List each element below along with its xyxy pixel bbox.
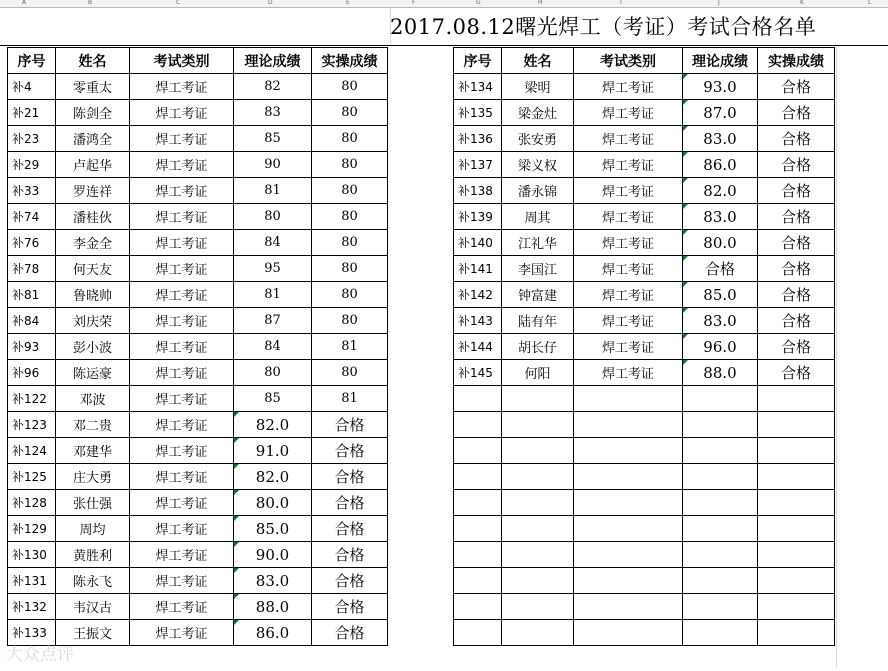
name-cell[interactable]: 潘永锦 <box>502 178 574 204</box>
name-cell[interactable]: 张仕强 <box>56 490 130 516</box>
theory-score-cell[interactable]: 82.0 <box>234 464 312 490</box>
name-cell[interactable]: 梁义权 <box>502 152 574 178</box>
right-results-table <box>453 47 835 646</box>
theory-score-cell[interactable]: 84 <box>234 230 312 256</box>
name-cell[interactable]: 邓波 <box>56 386 130 412</box>
serial-cell[interactable]: 补76 <box>8 230 56 256</box>
serial-cell[interactable] <box>454 412 502 438</box>
theory-score-cell[interactable] <box>683 594 758 620</box>
name-cell[interactable]: 周其 <box>502 204 574 230</box>
name-cell[interactable]: 梁明 <box>502 74 574 100</box>
theory-score-cell[interactable]: 85.0 <box>234 516 312 542</box>
exam-type-cell[interactable]: 焊工考证 <box>130 542 234 568</box>
name-cell[interactable]: 陈运豪 <box>56 360 130 386</box>
table-row <box>8 594 388 620</box>
exam-type-cell[interactable]: 焊工考证 <box>130 126 234 152</box>
name-cell[interactable]: 何天友 <box>56 256 130 282</box>
serial-cell[interactable] <box>454 464 502 490</box>
column-letter[interactable]: E <box>346 0 350 6</box>
theory-score-cell[interactable]: 86.0 <box>234 620 312 646</box>
serial-cell[interactable] <box>454 490 502 516</box>
watermark: 大众点评 <box>6 645 74 665</box>
practical-score-cell[interactable]: 80 <box>312 308 388 334</box>
name-cell[interactable] <box>502 412 574 438</box>
table-row <box>454 568 835 594</box>
exam-type-cell[interactable]: 焊工考证 <box>130 438 234 464</box>
practical-score-cell[interactable]: 合格 <box>312 490 388 516</box>
header-exam-type[interactable]: 考试类别 <box>574 48 683 74</box>
theory-score-cell[interactable]: 85 <box>234 386 312 412</box>
table-row <box>454 594 835 620</box>
column-letter[interactable]: B <box>88 0 93 6</box>
practical-score-cell[interactable] <box>758 412 835 438</box>
exam-type-cell[interactable]: 焊工考证 <box>574 334 683 360</box>
table-row <box>8 282 388 308</box>
name-cell[interactable] <box>502 490 574 516</box>
name-cell[interactable]: 零重太 <box>56 74 130 100</box>
serial-cell[interactable]: 补128 <box>8 490 56 516</box>
theory-score-cell[interactable] <box>683 542 758 568</box>
practical-score-cell[interactable]: 合格 <box>758 282 835 308</box>
practical-score-cell[interactable] <box>758 464 835 490</box>
table-row <box>8 126 388 152</box>
serial-cell[interactable]: 补74 <box>8 204 56 230</box>
exam-type-cell[interactable]: 焊工考证 <box>574 282 683 308</box>
serial-cell[interactable]: 补96 <box>8 360 56 386</box>
header-row <box>8 48 388 74</box>
serial-cell[interactable]: 补140 <box>454 230 502 256</box>
name-cell[interactable]: 钟富建 <box>502 282 574 308</box>
theory-score-cell[interactable] <box>683 490 758 516</box>
theory-score-cell[interactable] <box>683 516 758 542</box>
practical-score-cell[interactable]: 合格 <box>758 308 835 334</box>
name-cell[interactable]: 鲁晓帅 <box>56 282 130 308</box>
table-row <box>454 204 835 230</box>
practical-score-cell[interactable]: 合格 <box>758 178 835 204</box>
table-row <box>454 74 835 100</box>
practical-score-cell[interactable]: 合格 <box>758 152 835 178</box>
theory-score-cell[interactable]: 84 <box>234 334 312 360</box>
practical-score-cell[interactable]: 合格 <box>758 360 835 386</box>
theory-score-cell[interactable] <box>683 620 758 646</box>
exam-type-cell[interactable]: 焊工考证 <box>130 230 234 256</box>
theory-score-cell[interactable]: 87 <box>234 308 312 334</box>
practical-score-cell[interactable]: 80 <box>312 282 388 308</box>
table-row <box>8 464 388 490</box>
serial-cell[interactable]: 补23 <box>8 126 56 152</box>
name-cell[interactable] <box>502 620 574 646</box>
exam-type-cell[interactable]: 焊工考证 <box>574 178 683 204</box>
theory-score-cell[interactable]: 83 <box>234 100 312 126</box>
header-name[interactable]: 姓名 <box>56 48 130 74</box>
theory-score-cell[interactable]: 合格 <box>683 256 758 282</box>
table-row <box>454 542 835 568</box>
name-cell[interactable]: 卢起华 <box>56 152 130 178</box>
theory-score-cell[interactable]: 91.0 <box>234 438 312 464</box>
header-practical-score[interactable]: 实操成绩 <box>312 48 388 74</box>
name-cell[interactable]: 张安勇 <box>502 126 574 152</box>
exam-type-cell[interactable] <box>574 516 683 542</box>
exam-type-cell[interactable]: 焊工考证 <box>130 516 234 542</box>
theory-score-cell[interactable]: 85 <box>234 126 312 152</box>
practical-score-cell[interactable] <box>758 438 835 464</box>
serial-cell[interactable]: 补84 <box>8 308 56 334</box>
table-row <box>454 438 835 464</box>
theory-score-cell[interactable]: 82.0 <box>683 178 758 204</box>
practical-score-cell[interactable]: 80 <box>312 126 388 152</box>
serial-cell[interactable]: 补131 <box>8 568 56 594</box>
name-cell[interactable]: 邓建华 <box>56 438 130 464</box>
theory-score-cell[interactable]: 83.0 <box>683 126 758 152</box>
theory-score-cell[interactable]: 83.0 <box>683 308 758 334</box>
serial-cell[interactable] <box>454 542 502 568</box>
theory-score-cell[interactable]: 80 <box>234 360 312 386</box>
practical-score-cell[interactable]: 80 <box>312 152 388 178</box>
sheet-title: 2017.08.12曙光焊工（考证）考试合格名单 <box>390 15 817 39</box>
serial-cell[interactable]: 补139 <box>454 204 502 230</box>
practical-score-cell[interactable]: 80 <box>312 178 388 204</box>
theory-score-cell[interactable]: 82.0 <box>234 412 312 438</box>
practical-score-cell[interactable]: 合格 <box>312 464 388 490</box>
serial-cell[interactable]: 补123 <box>8 412 56 438</box>
theory-score-cell[interactable] <box>683 386 758 412</box>
table-row <box>8 178 388 204</box>
name-cell[interactable]: 周均 <box>56 516 130 542</box>
name-cell[interactable]: 韦汉古 <box>56 594 130 620</box>
header-practical-score[interactable]: 实操成绩 <box>758 48 835 74</box>
column-letter[interactable]: G <box>476 0 481 6</box>
table-row <box>454 334 835 360</box>
name-cell[interactable]: 黄胜利 <box>56 542 130 568</box>
practical-score-cell[interactable]: 合格 <box>758 230 835 256</box>
theory-score-cell[interactable]: 87.0 <box>683 100 758 126</box>
table-row <box>454 230 835 256</box>
table-row <box>454 386 835 412</box>
theory-score-cell[interactable]: 90 <box>234 152 312 178</box>
theory-score-cell[interactable]: 80.0 <box>683 230 758 256</box>
header-theory-score[interactable]: 理论成绩 <box>234 48 312 74</box>
table-row <box>8 542 388 568</box>
table-row <box>8 516 388 542</box>
table-row <box>8 100 388 126</box>
table-row <box>454 100 835 126</box>
name-cell[interactable] <box>502 438 574 464</box>
practical-score-cell[interactable]: 合格 <box>758 334 835 360</box>
serial-cell[interactable]: 补137 <box>454 152 502 178</box>
serial-cell[interactable]: 补29 <box>8 152 56 178</box>
name-cell[interactable]: 陆有年 <box>502 308 574 334</box>
exam-type-cell[interactable]: 焊工考证 <box>574 100 683 126</box>
table-row <box>454 282 835 308</box>
header-row <box>454 48 835 74</box>
table-row <box>454 152 835 178</box>
theory-score-cell[interactable]: 81 <box>234 282 312 308</box>
serial-cell[interactable]: 补134 <box>454 74 502 100</box>
column-letter[interactable]: I <box>620 0 622 6</box>
table-row <box>8 360 388 386</box>
name-cell[interactable]: 潘鸿全 <box>56 126 130 152</box>
practical-score-cell[interactable]: 80 <box>312 230 388 256</box>
column-letter[interactable]: F <box>412 0 416 6</box>
name-cell[interactable]: 庄大勇 <box>56 464 130 490</box>
practical-score-cell[interactable] <box>758 516 835 542</box>
table-row <box>8 204 388 230</box>
exam-type-cell[interactable]: 焊工考证 <box>130 464 234 490</box>
exam-type-cell[interactable]: 焊工考证 <box>574 152 683 178</box>
practical-score-cell[interactable]: 80 <box>312 74 388 100</box>
practical-score-cell[interactable] <box>758 386 835 412</box>
theory-score-cell[interactable]: 80 <box>234 204 312 230</box>
theory-score-cell[interactable]: 85.0 <box>683 282 758 308</box>
theory-score-cell[interactable] <box>683 438 758 464</box>
name-cell[interactable] <box>502 464 574 490</box>
practical-score-cell[interactable] <box>758 568 835 594</box>
practical-score-cell[interactable]: 合格 <box>758 126 835 152</box>
name-cell[interactable] <box>502 542 574 568</box>
theory-score-cell[interactable]: 95 <box>234 256 312 282</box>
exam-type-cell[interactable]: 焊工考证 <box>130 152 234 178</box>
theory-score-cell[interactable]: 83.0 <box>683 204 758 230</box>
exam-type-cell[interactable]: 焊工考证 <box>574 126 683 152</box>
serial-cell[interactable]: 补142 <box>454 282 502 308</box>
table-row <box>454 464 835 490</box>
serial-cell[interactable]: 补21 <box>8 100 56 126</box>
column-letter[interactable]: A <box>22 0 27 6</box>
name-cell[interactable]: 王振文 <box>56 620 130 646</box>
table-row <box>454 126 835 152</box>
theory-score-cell[interactable]: 86.0 <box>683 152 758 178</box>
serial-cell[interactable]: 补132 <box>8 594 56 620</box>
table-row <box>8 490 388 516</box>
name-cell[interactable]: 李国江 <box>502 256 574 282</box>
practical-score-cell[interactable]: 80 <box>312 204 388 230</box>
table-row <box>454 490 835 516</box>
exam-type-cell[interactable]: 焊工考证 <box>130 594 234 620</box>
name-cell[interactable] <box>502 568 574 594</box>
theory-score-cell[interactable]: 90.0 <box>234 542 312 568</box>
theory-score-cell[interactable] <box>683 412 758 438</box>
theory-score-cell[interactable]: 80.0 <box>234 490 312 516</box>
name-cell[interactable] <box>502 386 574 412</box>
name-cell[interactable] <box>502 516 574 542</box>
name-cell[interactable]: 李金全 <box>56 230 130 256</box>
exam-type-cell[interactable]: 焊工考证 <box>574 74 683 100</box>
serial-cell[interactable] <box>454 620 502 646</box>
serial-cell[interactable]: 补135 <box>454 100 502 126</box>
table-row <box>454 360 835 386</box>
name-cell[interactable]: 邓二贵 <box>56 412 130 438</box>
table-row <box>8 334 388 360</box>
theory-score-cell[interactable] <box>683 464 758 490</box>
serial-cell[interactable]: 补144 <box>454 334 502 360</box>
name-cell[interactable]: 何阳 <box>502 360 574 386</box>
serial-cell[interactable] <box>454 568 502 594</box>
serial-cell[interactable]: 补125 <box>8 464 56 490</box>
name-cell[interactable]: 梁金灶 <box>502 100 574 126</box>
serial-cell[interactable]: 补33 <box>8 178 56 204</box>
exam-type-cell[interactable]: 焊工考证 <box>130 204 234 230</box>
serial-cell[interactable]: 补4 <box>8 74 56 100</box>
theory-score-cell[interactable]: 81 <box>234 178 312 204</box>
left-results-table <box>7 47 388 646</box>
exam-type-cell[interactable]: 焊工考证 <box>130 100 234 126</box>
practical-score-cell[interactable]: 80 <box>312 360 388 386</box>
table-row <box>8 308 388 334</box>
exam-type-cell[interactable]: 焊工考证 <box>130 412 234 438</box>
column-letter[interactable]: C <box>176 0 181 6</box>
exam-type-cell[interactable] <box>574 490 683 516</box>
column-header-bar <box>0 0 888 8</box>
theory-score-cell[interactable]: 93.0 <box>683 74 758 100</box>
exam-type-cell[interactable] <box>574 568 683 594</box>
practical-score-cell[interactable]: 合格 <box>312 620 388 646</box>
exam-type-cell[interactable]: 焊工考证 <box>130 490 234 516</box>
exam-type-cell[interactable] <box>574 542 683 568</box>
serial-cell[interactable]: 补141 <box>454 256 502 282</box>
column-letter[interactable]: H <box>538 0 543 6</box>
serial-cell[interactable] <box>454 386 502 412</box>
practical-score-cell[interactable]: 合格 <box>312 438 388 464</box>
serial-cell[interactable]: 补129 <box>8 516 56 542</box>
serial-cell[interactable]: 补138 <box>454 178 502 204</box>
practical-score-cell[interactable] <box>758 542 835 568</box>
header-serial[interactable]: 序号 <box>454 48 502 74</box>
exam-type-cell[interactable]: 焊工考证 <box>574 308 683 334</box>
exam-type-cell[interactable] <box>574 594 683 620</box>
exam-type-cell[interactable]: 焊工考证 <box>130 360 234 386</box>
serial-cell[interactable]: 补143 <box>454 308 502 334</box>
serial-cell[interactable] <box>454 438 502 464</box>
column-letter[interactable]: J <box>718 0 720 6</box>
table-row <box>8 74 388 100</box>
theory-score-cell[interactable]: 88.0 <box>683 360 758 386</box>
table-row <box>8 386 388 412</box>
practical-score-cell[interactable]: 80 <box>312 256 388 282</box>
name-cell[interactable] <box>502 594 574 620</box>
serial-cell[interactable]: 补78 <box>8 256 56 282</box>
serial-cell[interactable]: 补122 <box>8 386 56 412</box>
exam-type-cell[interactable] <box>574 412 683 438</box>
exam-type-cell[interactable] <box>574 464 683 490</box>
table-row <box>454 178 835 204</box>
serial-cell[interactable]: 补136 <box>454 126 502 152</box>
table-row <box>8 568 388 594</box>
exam-type-cell[interactable]: 焊工考证 <box>130 74 234 100</box>
serial-cell[interactable]: 补124 <box>8 438 56 464</box>
table-row <box>8 412 388 438</box>
practical-score-cell[interactable] <box>758 594 835 620</box>
practical-score-cell[interactable]: 合格 <box>312 516 388 542</box>
name-cell[interactable]: 陈永飞 <box>56 568 130 594</box>
exam-type-cell[interactable]: 焊工考证 <box>130 620 234 646</box>
table-row <box>8 438 388 464</box>
exam-type-cell[interactable]: 焊工考证 <box>130 568 234 594</box>
column-letter[interactable]: D <box>268 0 273 6</box>
practical-score-cell[interactable]: 合格 <box>312 542 388 568</box>
exam-type-cell[interactable]: 焊工考证 <box>130 308 234 334</box>
table-row <box>454 308 835 334</box>
practical-score-cell[interactable]: 合格 <box>758 100 835 126</box>
header-name[interactable]: 姓名 <box>502 48 574 74</box>
exam-type-cell[interactable] <box>574 386 683 412</box>
practical-score-cell[interactable] <box>758 620 835 646</box>
serial-cell[interactable] <box>454 516 502 542</box>
column-letter[interactable]: L <box>868 0 872 6</box>
header-serial[interactable]: 序号 <box>8 48 56 74</box>
practical-score-cell[interactable]: 81 <box>312 334 388 360</box>
name-cell[interactable]: 江礼华 <box>502 230 574 256</box>
serial-cell[interactable]: 补145 <box>454 360 502 386</box>
practical-score-cell[interactable]: 合格 <box>312 594 388 620</box>
table-row <box>8 230 388 256</box>
exam-type-cell[interactable]: 焊工考证 <box>130 256 234 282</box>
header-theory-score[interactable]: 理论成绩 <box>683 48 758 74</box>
header-exam-type[interactable]: 考试类别 <box>130 48 234 74</box>
theory-score-cell[interactable]: 96.0 <box>683 334 758 360</box>
table-row <box>8 256 388 282</box>
practical-score-cell[interactable]: 合格 <box>758 256 835 282</box>
table-row <box>454 516 835 542</box>
serial-cell[interactable]: 补81 <box>8 282 56 308</box>
theory-score-cell[interactable]: 88.0 <box>234 594 312 620</box>
theory-score-cell[interactable] <box>683 568 758 594</box>
table-row <box>454 412 835 438</box>
practical-score-cell[interactable]: 合格 <box>312 568 388 594</box>
exam-type-cell[interactable] <box>574 620 683 646</box>
serial-cell[interactable]: 补130 <box>8 542 56 568</box>
serial-cell[interactable]: 补133 <box>8 620 56 646</box>
column-letter[interactable]: K <box>800 0 804 6</box>
exam-type-cell[interactable]: 焊工考证 <box>130 386 234 412</box>
table-row <box>454 256 835 282</box>
exam-type-cell[interactable]: 焊工考证 <box>574 204 683 230</box>
name-cell[interactable]: 胡长仔 <box>502 334 574 360</box>
exam-type-cell[interactable]: 焊工考证 <box>130 334 234 360</box>
title-divider <box>0 45 888 46</box>
name-cell[interactable]: 彭小波 <box>56 334 130 360</box>
table-row <box>8 152 388 178</box>
practical-score-cell[interactable]: 合格 <box>758 204 835 230</box>
name-cell[interactable]: 罗连祥 <box>56 178 130 204</box>
exam-type-cell[interactable] <box>574 438 683 464</box>
sheet-gridline <box>836 47 837 667</box>
practical-score-cell[interactable]: 81 <box>312 386 388 412</box>
exam-type-cell[interactable]: 焊工考证 <box>130 178 234 204</box>
theory-score-cell[interactable]: 82 <box>234 74 312 100</box>
exam-type-cell[interactable]: 焊工考证 <box>574 360 683 386</box>
table-row <box>8 620 388 646</box>
table-row <box>454 620 835 646</box>
name-cell[interactable]: 陈剑全 <box>56 100 130 126</box>
name-cell[interactable]: 潘桂伙 <box>56 204 130 230</box>
practical-score-cell[interactable] <box>758 490 835 516</box>
practical-score-cell[interactable]: 合格 <box>312 412 388 438</box>
practical-score-cell[interactable]: 合格 <box>758 74 835 100</box>
serial-cell[interactable]: 补93 <box>8 334 56 360</box>
name-cell[interactable]: 刘庆荣 <box>56 308 130 334</box>
practical-score-cell[interactable]: 80 <box>312 100 388 126</box>
theory-score-cell[interactable]: 83.0 <box>234 568 312 594</box>
serial-cell[interactable] <box>454 594 502 620</box>
exam-type-cell[interactable]: 焊工考证 <box>130 282 234 308</box>
exam-type-cell[interactable]: 焊工考证 <box>574 256 683 282</box>
exam-type-cell[interactable]: 焊工考证 <box>574 230 683 256</box>
